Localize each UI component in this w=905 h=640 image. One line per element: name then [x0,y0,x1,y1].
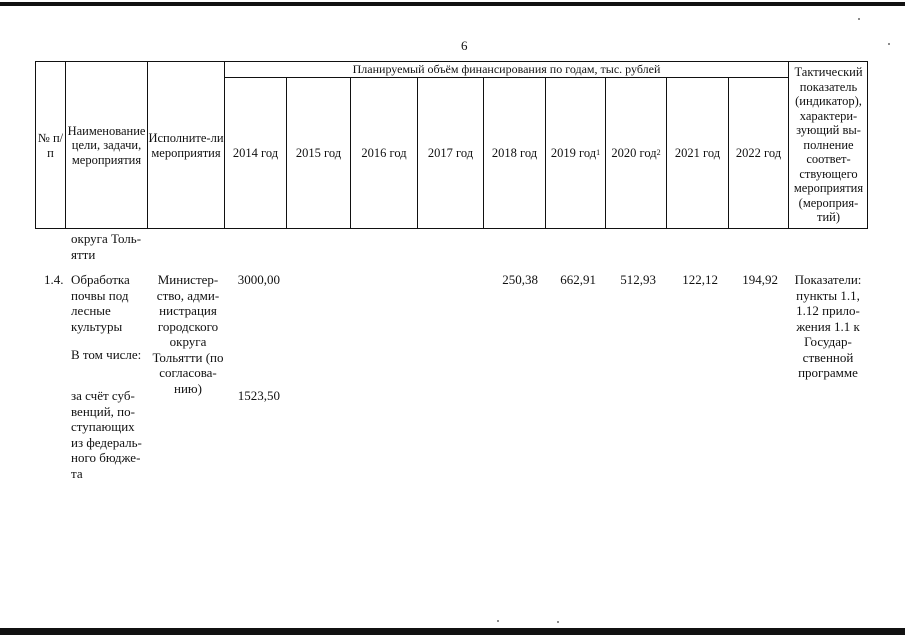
year-label: 2021 год [674,146,721,161]
row-executor: Министер-ство, адми-нистрация городского округа Тольятти (по согласова-нию) [152,272,224,396]
year-label: 2016 год [361,146,407,161]
row-including-label: В том числе: [71,347,142,362]
continuation-text: округа Толь-ятти [71,231,142,262]
value-2014: 3000,00 [237,272,280,287]
funding-title: Планируемый объём финансирования по годам, тыс. рублей [352,62,661,76]
header-col-tactical: Тактический показатель (индикатор), характери-зующий вы-полнение соответ-ствующего мероприятия (мероприя-тий) [793,65,864,224]
year-label: 2019 год [550,146,597,161]
scan-speck [557,621,559,623]
page-number: 6 [461,38,468,53]
year-2020 [606,78,666,229]
value-2019: 662,91 [560,272,596,287]
year-2016 [351,78,417,229]
row-number: 1.4. [44,272,64,287]
year-2014 [225,78,286,229]
header-col-num [36,62,65,229]
row-name: Обработка почвы под лесные культуры [71,272,130,334]
scan-speck [497,620,499,622]
footnote-mark: 2 [656,148,661,158]
year-2022 [729,78,788,229]
subrow-name: за счёт суб-венций, по-ступающих из федераль-ного бюдже-та [71,388,142,481]
year-2019 [546,78,605,229]
header-col-num-text: № п/п [37,131,64,160]
year-label: 2020 год [611,146,657,161]
value-2020: 512,93 [620,272,656,287]
subrow-value-2014: 1523,50 [237,388,280,403]
scan-speck [888,43,890,45]
year-2021 [667,78,728,229]
footnote-mark: 1 [596,148,601,158]
row-tactical: Показатели: пункты 1.1, 1.12 прило-жения 1.1 к Государ-ственной программе [794,272,862,380]
scan-speck [858,18,860,20]
header-col-name [66,62,147,229]
value-2022: 194,92 [742,272,778,287]
year-2018 [484,78,545,229]
year-label: 2015 год [295,146,342,161]
year-2015 [287,78,350,229]
header-col-executor-text: Исполните-ли мероприятия [148,131,224,160]
bottom-border [0,628,905,635]
year-label: 2018 год [491,146,538,161]
year-label: 2014 год [232,146,279,161]
value-2021: 122,12 [682,272,718,287]
table-header [35,61,868,229]
year-label: 2017 год [427,146,474,161]
year-label: 2022 год [735,146,782,161]
header-col-name-text: Наименование цели, задачи, мероприятия [67,123,146,167]
year-2017 [418,78,483,229]
value-2018: 250,38 [502,272,538,287]
header-col-executor [148,62,224,229]
top-border [0,2,905,6]
